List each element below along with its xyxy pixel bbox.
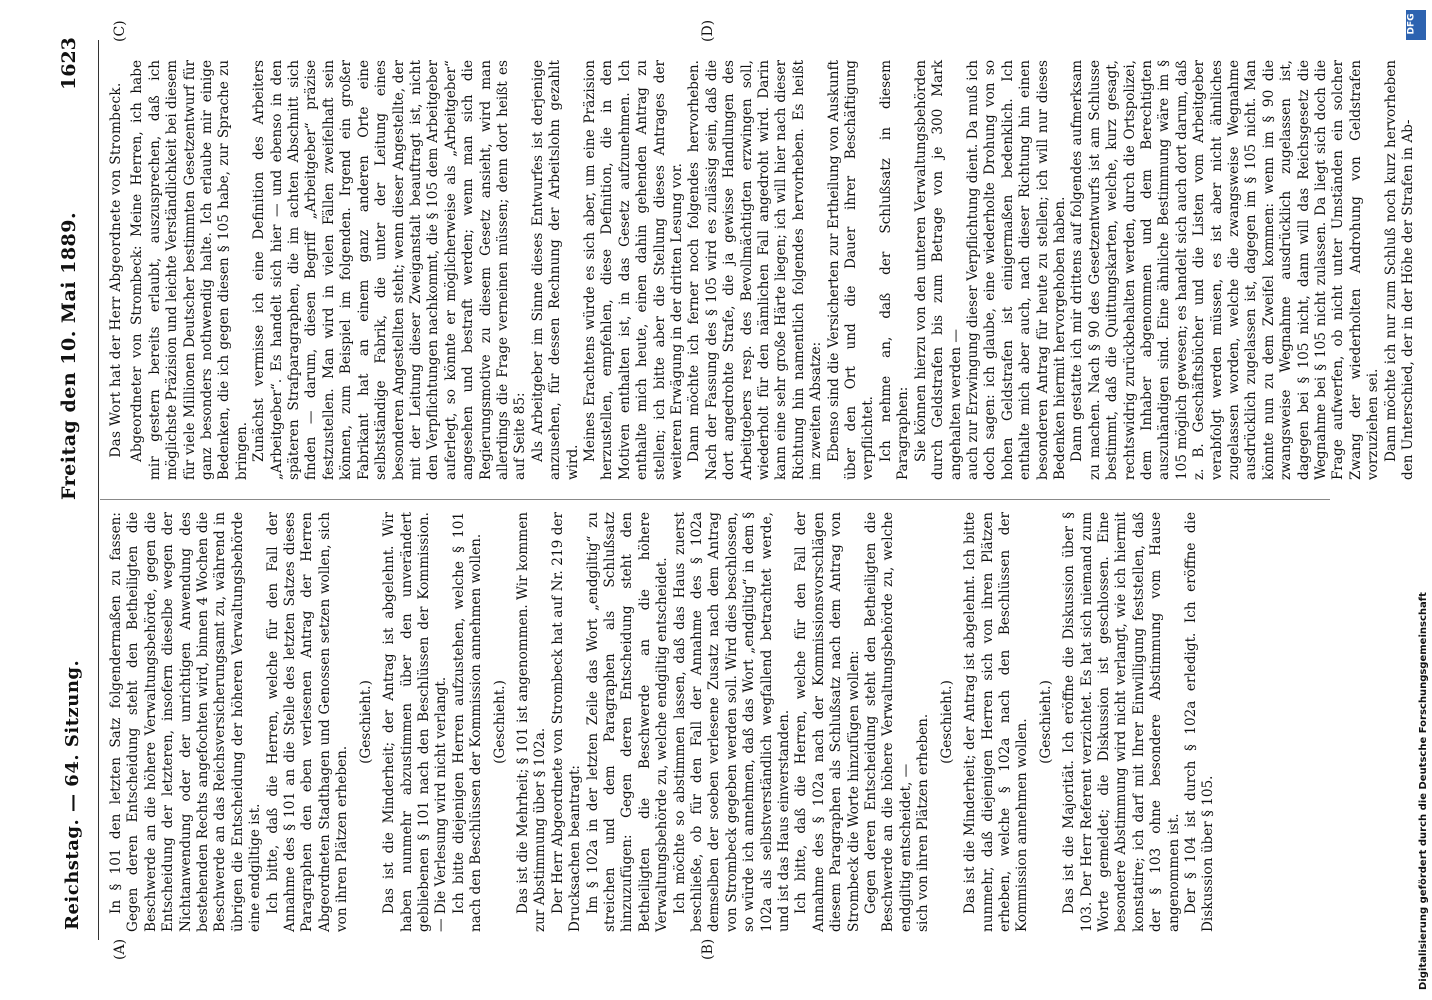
paragraph: (Geschieht.) <box>491 680 508 764</box>
digitization-note: Digitalisierung gefördert durch die Deutsche Forschungsgemeinschaft <box>1418 592 1429 990</box>
header-session: Reichstag. — 64. Sitzung. <box>62 659 83 930</box>
paragraph: Dann möchte ich ferner noch folgendes hervorheben. Nach der Fassung des § 105 wird es zulässig sein, daß die dort angedrohte Strafe, die ja gewisse Handlungen des Arbeitgebers resp. des Bevollmächtigten erzwingen soll, wiederholt für den nämlichen Fall angedroht wird. Darin kann eine sehr große Härte liegen; ich will hier nach dieser Richtung hin namentlich folgendes hervorheben. Es heißt im zweiten Absatze: <box>686 60 825 480</box>
paragraph: Das ist die Minderheit; der Antrag ist abgelehnt. Ich bitte nunmehr, daß diejenigen Herren sich von ihren Plätzen erheben, welche § 102a nach den Beschlüssen der Kommission annehmen wollen. <box>962 512 1031 932</box>
text-column-left <box>108 512 1348 932</box>
paragraph: Meines Erachtens würde es sich aber, um eine Präzision herzustellen, empfehlen, diese Definition, die in den Motiven enthalten ist, in das Gesetz aufzunehmen. Ich enthalte mich heute, einen dahin gehenden Antrag zu stellen; ich bitte aber die Stellung dieses Antrages der weiteren Erwägung in der dritten Lesung vor. <box>581 60 685 480</box>
paragraph: Sie können hierzu von den unteren Verwaltungsbehörden durch Geldstrafen bis zum Betrage von je 300 Mark angehalten werden — <box>912 60 964 480</box>
paragraph: Das ist die Majorität. Ich eröffne die Diskussion über § 103. Der Herr Referent verzichtet. Es hat sich niemand zum Worte gemeldet; die Diskussion ist geschlossen. Eine besondere Abstimmung wird nicht verlangt, wie ich hiermit konstatire; ich darf mit Ihrer Einwilligung feststellen, daß der § 103 ohne besondere Abstimmung vom Hause angenommen ist. <box>1061 512 1182 932</box>
page-number: 1623 <box>58 37 80 90</box>
margin-marker-b: (B) <box>700 938 716 960</box>
paragraph: Zunächst vermisse ich eine Definition des Arbeiters „Arbeitgeber“. Es handelt sich hier — und ebenso in den späteren Strafparagraphen, die im achten Abschnitt sich finden — darum, diesen Begriff „Arbeitgeber“ präzise festzustellen. Man wird in vielen Fällen zweifelhaft sein können, zum Beispiel im folgenden. Irgend ein großer Fabrikant hat an einem ganz anderen Orte eine selbstständige Fabrik, die unter der Leitung eines besonderen Angestellten steht; wenn dieser Angestellte, der mit der Leitung dieser Zweiganstalt beauftragt ist, nicht den Verpflichtungen nachkommt, die § 105 dem Arbeitgeber auferlegt, so könnte er möglicherweise als „Arbeitgeber“ angesehen und bestraft werden; wenn man sich die Regierungsmotive zu diesem Gesetz ansieht, wird man allerdings die Frage verneinen müssen; denn dort heißt es auf Seite 85: <box>251 60 529 480</box>
paragraph: Ich möchte so abstimmen lassen, daß das Haus zuerst beschließe, ob für den Fall der Annahme des § 102a demselben der soeben verlesene Zusatz nach dem Antrag von Strombeck gegeben werden soll. Wird dies beschlossen, so würde ich annehmen, daß das Wort „endgiltig“ in dem § 102a als selbstverständlich wegfallend betrachtet werde, und ist das Haus einverstanden. <box>671 512 793 932</box>
paragraph: Dann möchte ich nur zum Schluß noch kurz hervorheben den Unterschied, der in der Höhe der Strafen in Ab- <box>1382 60 1417 480</box>
paragraph: Der Herr Abgeordnete von Strombeck hat auf Nr. 219 der Drucksachen beantragt: <box>549 512 584 932</box>
paragraph: Der § 104 ist durch § 102a erledigt. Ich eröffne die Diskussion über § 105. <box>1182 512 1217 932</box>
header-date: Freitag den 10. Mai 1889. <box>58 211 80 500</box>
paragraph: (Geschieht.) <box>357 680 374 764</box>
text-column-right <box>108 60 1417 480</box>
paragraph: Ich bitte, daß die Herren, welche für den Fall der Annahme des § 101 an die Stelle des letzten Satzes dieses Paragraphen den eben verlesenen Antrag der Herren Abgeordneten Stadthagen und Genossen setzen wollen, sich von ihren Plätzen erheben. <box>264 512 351 932</box>
paragraph: Ebenso sind die Versicherten zur Ertheilung von Auskunft über den Ort und die Dauer ihrer Beschäftigung verpflichtet. <box>825 60 877 480</box>
header-rule <box>98 40 99 940</box>
paragraph: Das Wort hat der Herr Abgeordnete von Strombeck. <box>108 82 124 458</box>
paragraph: Als Arbeitgeber im Sinne dieses Entwurfes ist derjenige anzusehen, für dessen Rechnung der Arbeitslohn gezahlt wird. <box>529 60 581 480</box>
column-divider <box>100 499 1330 500</box>
paragraph: Gegen deren Entscheidung steht den Betheiligten die Beschwerde an die höhere Verwaltungsbehörde zu, welche endgiltig entscheidet, — <box>863 512 914 932</box>
margin-marker-c: (C) <box>112 20 128 42</box>
paragraph: Das ist die Minderheit; der Antrag ist abgelehnt. Wir haben nunmehr abzustimmen über den unverändert gebliebenen § 101 nach den Beschlüssen der Kommission. — Die Verlesung wird nicht verlangt. <box>381 512 450 932</box>
paragraph: Ich nehme an, daß der Schlußsatz in diesem Paragraphen: <box>877 60 912 480</box>
paragraph: Im § 102a in der letzten Zeile das Wort „endgiltig“ zu streichen und dem Paragraphen als Schlußsatz hinzuzufügen: Gegen deren Entscheidung steht den Betheiligten die Beschwerde an die höhere Verwaltungsbehörde zu, welche endgiltig entscheidet. <box>584 512 671 932</box>
paragraph: auch zur Erzwingung dieser Verpflichtung dient. Da muß ich doch sagen: ich glaube, eine wiederholte Drohung von so hohen Geldstrafen ist einigermaßen bedenklich. Ich enthalte mich aber auch, nach dieser Richtung hin einen besonderen Antrag für heute zu stellen; ich will nur dieses Bedenken hiermit hervorgehoben haben. <box>964 60 1068 480</box>
dfg-logo-icon: DFG <box>1406 10 1426 40</box>
page-header <box>48 0 94 1000</box>
paragraph: Ich bitte diejenigen Herren aufzustehen, welche § 101 nach den Beschlüssen der Kommission annehmen wollen. <box>450 512 485 932</box>
margin-marker-a: (A) <box>112 938 128 960</box>
paragraph: Ich bitte, daß die Herren, welche für den Fall der Annahme des § 102a nach der Kommissionsvorschlägen diesem Paragraphen als Schlußsatz nach dem Antrag von Strombeck die Worte hinzufügen wollen: <box>793 512 862 932</box>
paragraph: Dann gestatte ich mir drittens auf folgendes aufmerksam zu machen. Nach § 90 des Gesetzentwurfs ist am Schlusse bestimmt, daß die Quittungskarten, welche, kurz gesagt, rechtswidrig zurückbehalten werden, durch die Ortspolizei, dem Inhaber abgenommen und dem Berechtigten auszuhändigen sind. Eine ähnliche Bestimmung wäre im § 105 möglich gewesen; es handelt sich auch dort darum, daß z. B. Geschäftsbücher und die Listen vom Arbeitgeber verabfolgt werden müssen, es ist aber nicht ähnliches zugelassen worden, welche die zwangsweise Wegnahme ausdrücklich zugelassen ist, dagegen im § 105 nicht. Man könnte nun zu dem Zweifel kommen: wenn im § 90 die zwangsweise Wegnahme ausdrücklich zugelassen ist, dagegen bei § 105 nicht, dann will das Reichsgesetz die Wegnahme bei § 105 nicht zulassen. Da liegt sich doch die Frage aufwerfen, ob nicht unter Umständen ein solcher Zwang der wiederholten Androhung von Geldstrafen vorzuziehen sei. <box>1069 60 1382 480</box>
paragraph: sich von ihren Plätzen erheben. <box>915 713 932 932</box>
paragraph: Abgeordneter von Strombeck: Meine Herren, ich habe mir gestern bereits erlaubt, auszusprechen, daß ich möglichste Präzision und leichte Verständlichkeit bei diesem für viele Millionen Deutscher bestimmten Gesetzentwurf für ganz besonders nothwendig halte. Ich erlaube mir einige Bedenken, die ich gegen diesen § 105 habe, zur Sprache zu bringen. <box>129 60 250 480</box>
paragraph: (Geschieht.) <box>1037 680 1054 764</box>
paragraph: (Geschieht.) <box>938 680 955 764</box>
margin-marker-d: (D) <box>700 19 716 42</box>
paragraph: Das ist die Mehrheit; § 101 ist angenommen. Wir kommen zur Abstimmung über § 102a. <box>514 512 549 932</box>
paragraph: In § 101 den letzten Satz folgendermaßen zu fassen: Gegen deren Entscheidung steht den Betheiligten die Beschwerde an die höhere Verwaltungsbehörde, gegen die Entscheidung der letzteren, insofern dieselbe wegen der Nichtanwendung oder der unrichtigen Anwendung des bestehenden Rechts angefochten wird, binnen 4 Wochen die Beschwerde an das Reichsversicherungsamt zu, während in übrigen die Entscheidung der höheren Verwaltungsbehörde eine endgiltige ist. <box>108 512 264 932</box>
